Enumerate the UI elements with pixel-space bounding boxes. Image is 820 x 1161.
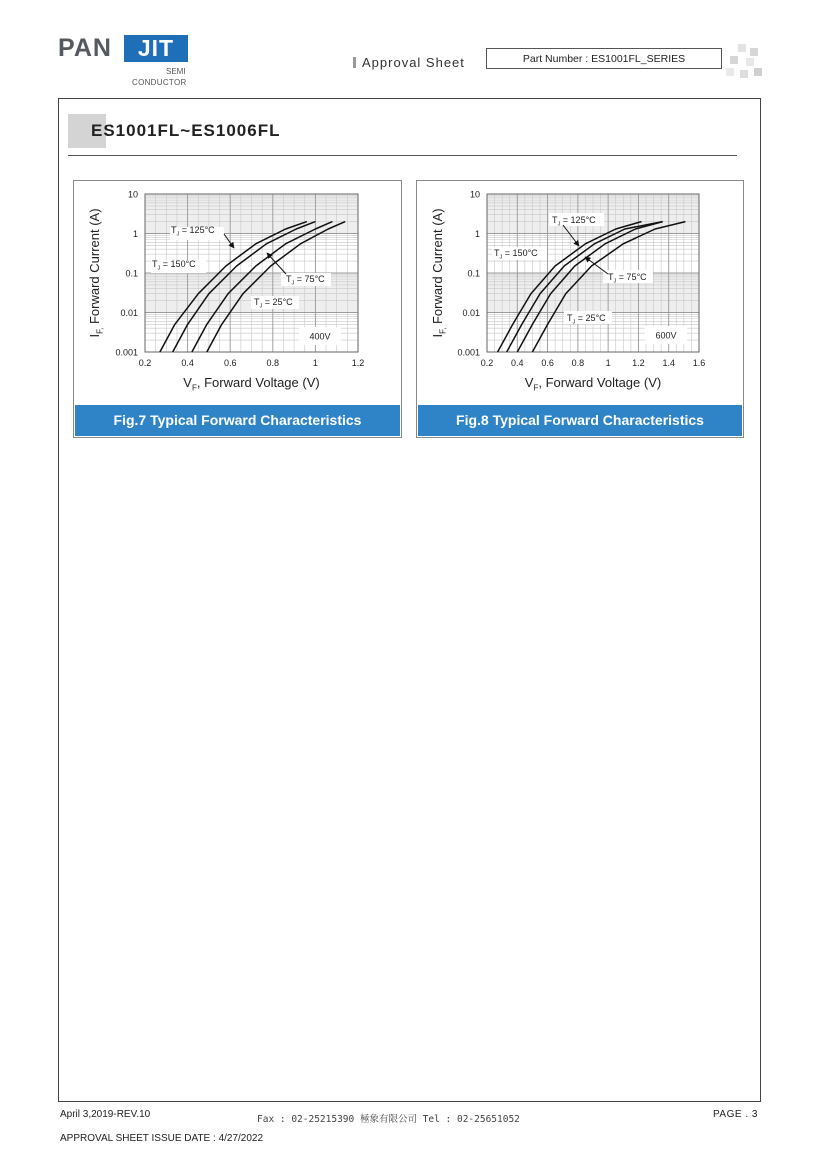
- footer-issue-date: APPROVAL SHEET ISSUE DATE : 4/27/2022: [60, 1133, 264, 1144]
- series-annotation: $T_J = 150^\circ C$: [494, 248, 538, 261]
- chart-caption: Fig.8 Typical Forward Characteristics: [418, 405, 742, 436]
- footer-contact: Fax : 02-25215390 極象有限公司 Tel : 02-25651052: [257, 1114, 520, 1125]
- x-tick-label: 1: [605, 358, 611, 368]
- series-annotation: $T_J = 25^\circ C$: [567, 313, 606, 326]
- series-annotation: $T_J = 75^\circ C$: [608, 272, 647, 285]
- chart-caption: Fig.7 Typical Forward Characteristics: [75, 405, 400, 436]
- approval-bar-icon: [353, 57, 356, 68]
- x-tick-label: 0.4: [181, 358, 194, 368]
- y-tick-label: 0.01: [120, 308, 138, 318]
- logo-semi-text: SEMI: [166, 67, 186, 76]
- x-tick-label: 1.2: [632, 358, 645, 368]
- chart-fig7: [74, 181, 401, 405]
- footer-page-number: PAGE . 3: [713, 1109, 758, 1120]
- x-tick-label: 0.4: [511, 358, 524, 368]
- y-tick-label: 0.001: [457, 347, 480, 358]
- x-axis-title: $V_F$, Forward Voltage (V): [524, 375, 662, 393]
- y-tick-label: 10: [469, 189, 480, 200]
- series-annotation: $T_J = 25^\circ C$: [254, 297, 293, 310]
- chart-fig8: [417, 181, 743, 405]
- checker-decoration-icon: [726, 44, 762, 80]
- x-tick-label: 1: [312, 358, 318, 368]
- series-annotation: $T_J = 125^\circ C$: [552, 215, 596, 228]
- x-tick-label: 0.8: [266, 358, 280, 368]
- y-tick-label: 0.1: [125, 268, 138, 279]
- series-annotation: $T_J = 125^\circ C$: [171, 225, 215, 238]
- series-annotation: $T_J = 75^\circ C$: [286, 274, 325, 287]
- part-number-box: Part Number : ES1001FL_SERIES: [486, 48, 722, 69]
- y-axis-title: $I_{F,}$ Forward Current (A): [430, 208, 448, 338]
- voltage-note: 400V: [309, 331, 331, 342]
- x-tick-label: 0.2: [138, 358, 152, 368]
- series-annotation: $T_J = 150^\circ C$: [152, 259, 196, 272]
- footer-revision-date: April 3,2019-REV.10: [60, 1109, 151, 1120]
- y-tick-label: 0.001: [115, 347, 138, 358]
- x-tick-label: 1.6: [692, 358, 706, 368]
- y-tick-label: 1: [132, 229, 138, 239]
- document-title: ES1001FL~ES1006FL: [91, 121, 281, 140]
- x-tick-label: 1.4: [662, 358, 675, 368]
- x-tick-label: 1.2: [351, 358, 365, 368]
- approval-text: Approval Sheet: [362, 55, 465, 70]
- panjit-logo: [58, 34, 198, 92]
- x-axis-title: $V_F$, Forward Voltage (V): [183, 375, 320, 393]
- voltage-note: 600V: [655, 330, 677, 341]
- x-tick-label: 0.6: [541, 358, 554, 368]
- y-tick-label: 10: [127, 189, 138, 200]
- title-divider: [68, 155, 737, 156]
- logo-pan-text: PAN: [58, 34, 112, 62]
- logo-jit-text: JIT: [124, 35, 188, 62]
- chart-panel-fig8: [416, 180, 744, 438]
- x-tick-label: 0.2: [480, 358, 494, 368]
- y-tick-label: 0.1: [467, 268, 480, 279]
- y-tick-label: 1: [474, 229, 480, 239]
- logo-conductor-text: CONDUCTOR: [132, 78, 187, 87]
- x-tick-label: 0.8: [571, 358, 585, 368]
- y-axis-title: $I_{F,}$ Forward Current (A): [87, 208, 105, 338]
- chart-panel-fig7: [73, 180, 402, 438]
- y-tick-label: 0.01: [462, 308, 480, 318]
- approval-sheet-label: [353, 55, 465, 70]
- x-tick-label: 0.6: [223, 358, 237, 368]
